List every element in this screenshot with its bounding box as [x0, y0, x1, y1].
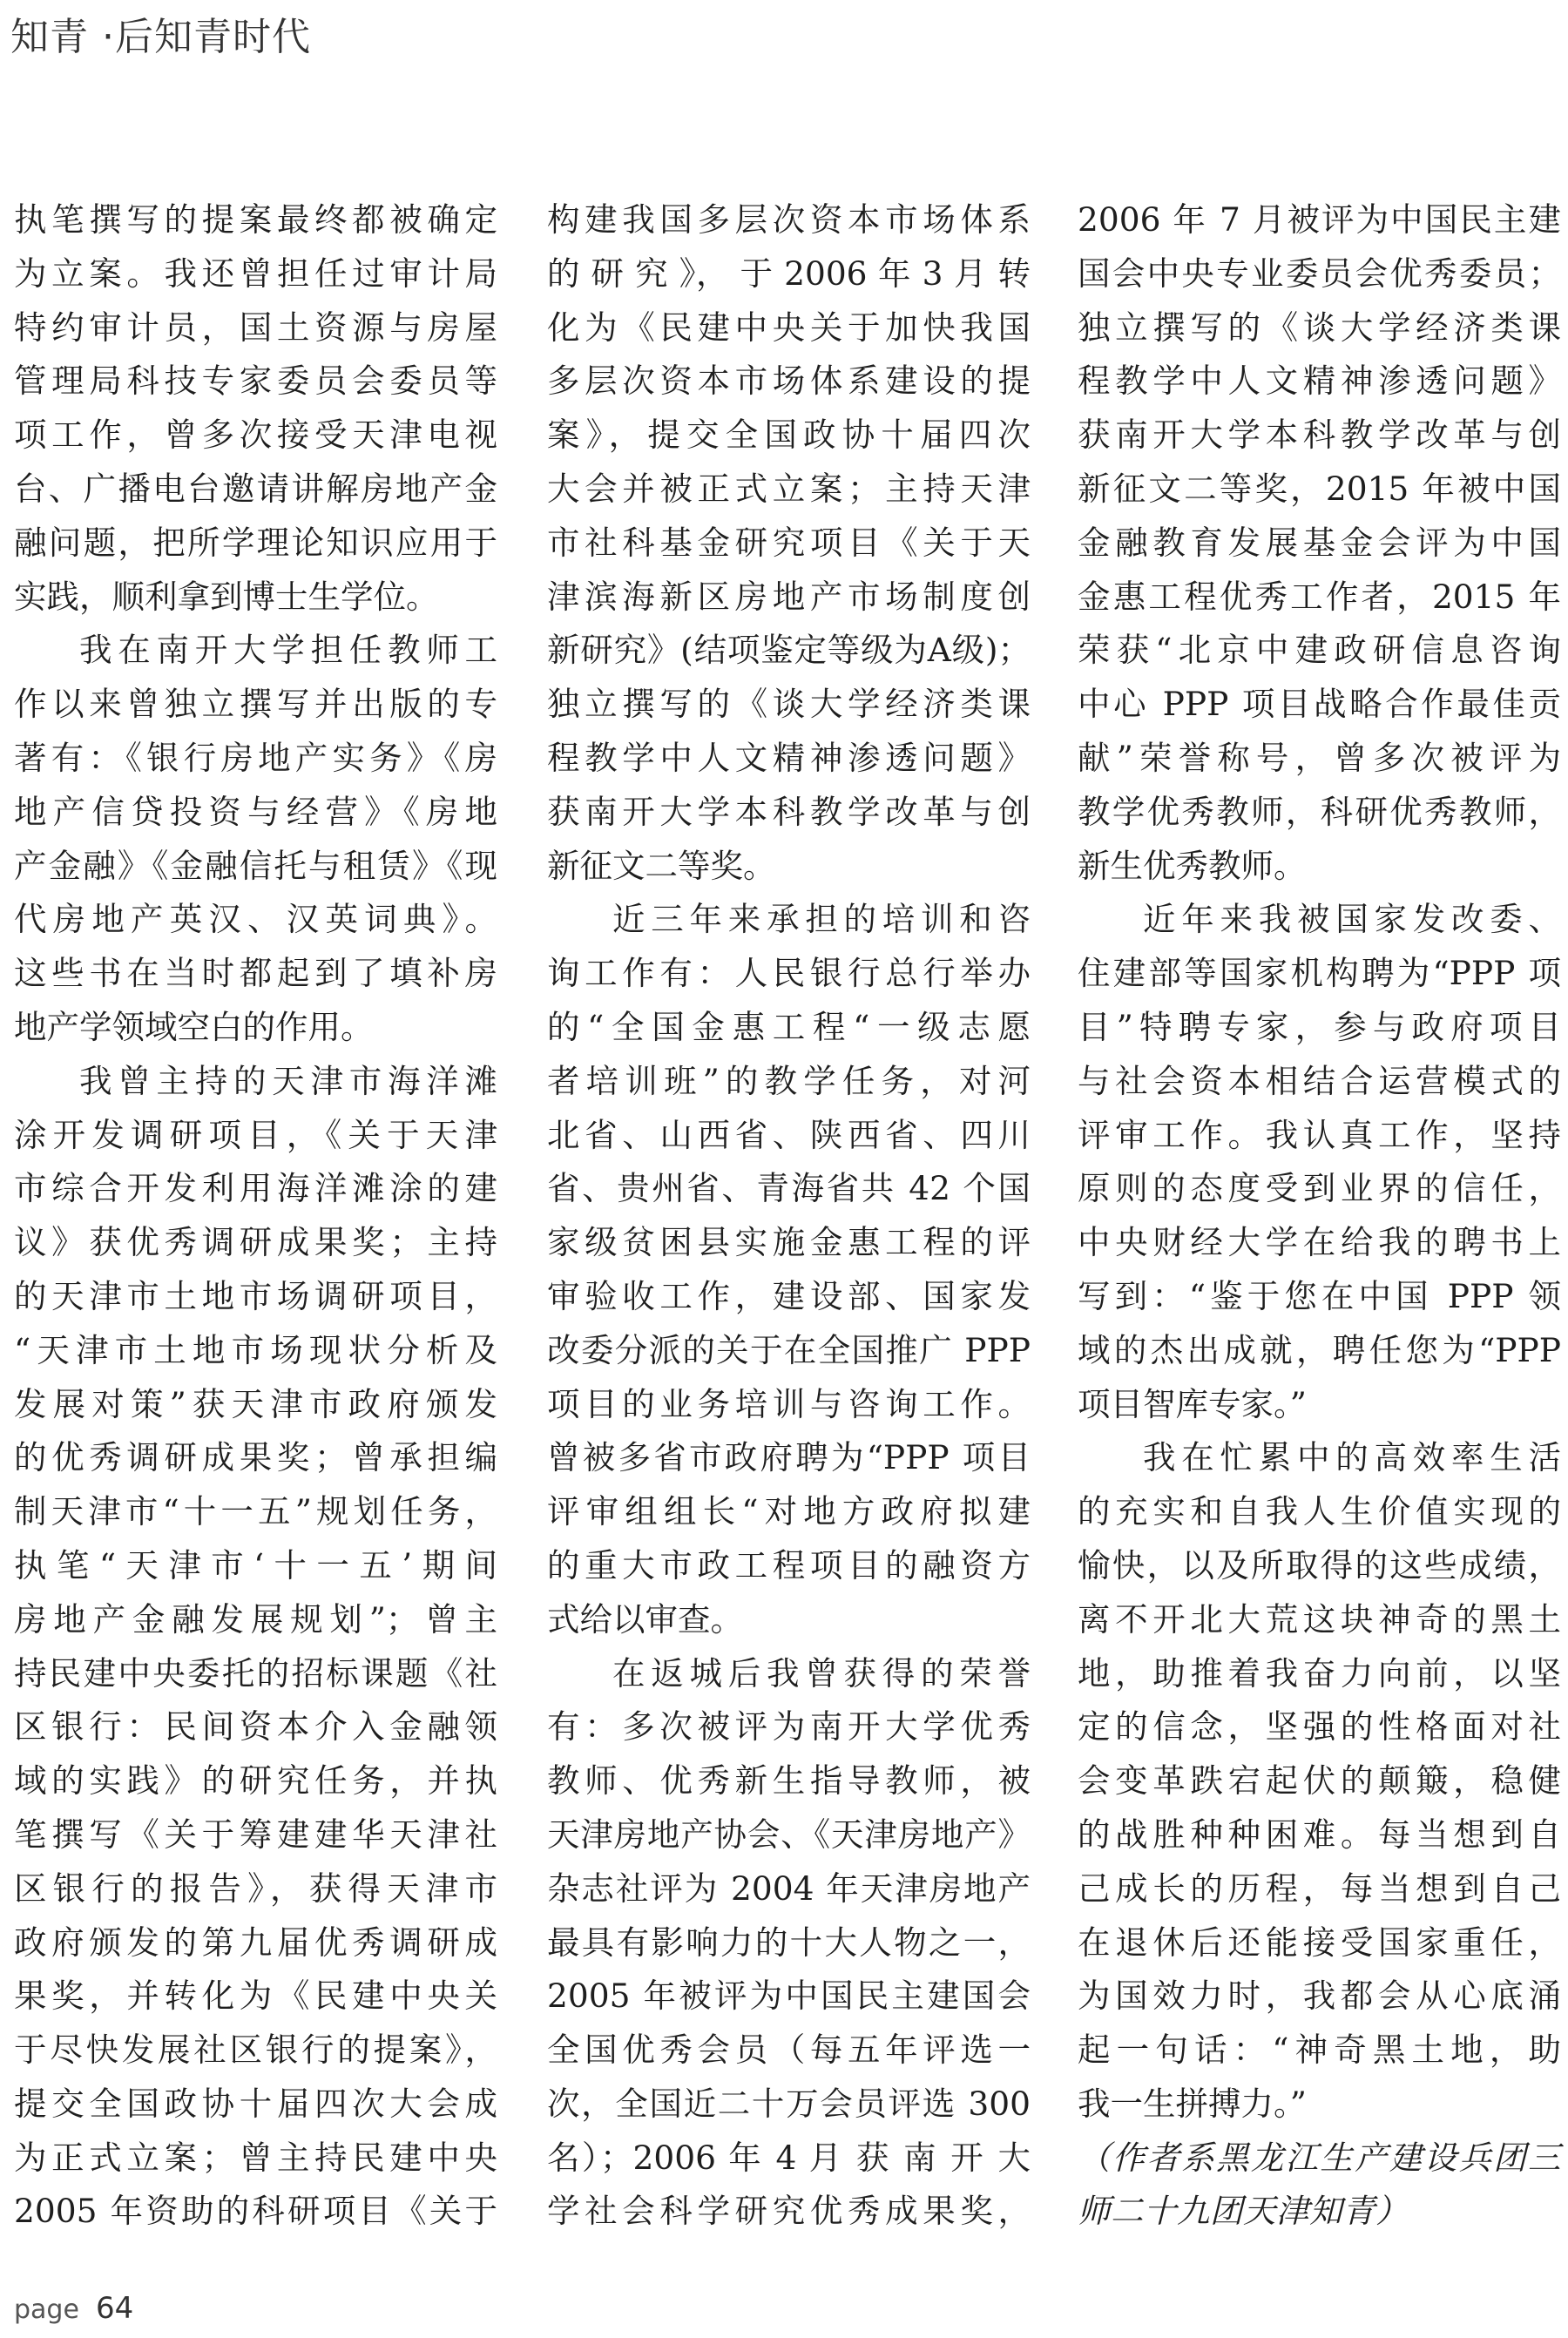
- text-line: 在退休后还能接受国家重任，: [1078, 1922, 1561, 1962]
- text-line: 金融教育发展基金会评为中国: [1078, 523, 1561, 562]
- text-line: 者培训班”的教学任务，对河: [547, 1061, 1031, 1100]
- text-line: 的 研 究 》， 于 2006 年 3 月 转: [547, 253, 1031, 293]
- text-column-1: [14, 193, 497, 2239]
- text-line: 程教学中人文精神渗透问题》: [547, 738, 1031, 777]
- text-line: 域的杰出成就，聘任您为“PPP: [1078, 1330, 1561, 1369]
- text-line: 全国优秀会员（每五年评选一: [547, 2031, 1031, 2070]
- text-line: 构建我国多层次资本市场体系: [547, 200, 1031, 239]
- text-line: 的充实和自我人生价值实现的: [1078, 1492, 1561, 1531]
- text-line: 荣获“北京中建政研信息咨询: [1078, 631, 1561, 670]
- text-line: 近三年来承担的培训和咨: [612, 900, 1031, 939]
- text-line: 为正式立案；曾主持民建中央: [14, 2138, 497, 2177]
- text-line: 中央财经大学在给我的聘书上: [1078, 1223, 1561, 1262]
- text-line: 获南开大学本科教学改革与创: [547, 792, 1031, 831]
- text-line: 学社会科学研究优秀成果奖，: [547, 2192, 1031, 2231]
- text-line: 2005 年被评为中国民主建国会: [547, 1976, 1031, 2016]
- text-line: 作以来曾独立撰写并出版的专: [14, 685, 497, 724]
- text-line: 住建部等国家机构聘为“PPP 项: [1078, 954, 1561, 993]
- text-line: 域的实践》的研究任务，并执: [14, 1761, 497, 1801]
- text-line: 实践，顺利拿到博士生学位。: [14, 577, 439, 616]
- text-line: 区银行：民间资本介入金融领: [14, 1707, 497, 1747]
- text-line: 执笔“天津市‘十一五’期间: [14, 1545, 497, 1585]
- text-line: 于尽快发展社区银行的提案》，: [14, 2031, 497, 2070]
- text-line: 次，全国近二十万会员评选 300: [547, 2084, 1031, 2123]
- text-line: 持民建中央委托的招标课题《社: [14, 1653, 497, 1693]
- text-line: 大会并被正式立案；主持天津: [547, 469, 1031, 508]
- text-line: 制天津市“十一五”规划任务，: [14, 1492, 497, 1531]
- text-line: 市社科基金研究项目《关于天: [547, 523, 1031, 562]
- text-line: 房地产金融发展规划”；曾主: [14, 1599, 497, 1639]
- text-line: 曾被多省市政府聘为“PPP 项目: [547, 1438, 1031, 1477]
- text-line: 多层次资本市场体系建设的提: [547, 362, 1031, 401]
- text-line: 审验收工作，建设部、国家发: [547, 1276, 1031, 1315]
- text-line: 新征文二等奖。: [547, 846, 776, 885]
- text-line: 特约审计员，国土资源与房屋: [14, 307, 497, 347]
- text-line: 询工作有：人民银行总行举办: [547, 954, 1031, 993]
- text-line: 项工作，曾多次接受天津电视: [14, 416, 497, 455]
- text-line: 新生优秀教师。: [1078, 846, 1307, 885]
- page-footer: [14, 2291, 133, 2326]
- text-line: 项目智库专家。”: [1078, 1384, 1307, 1423]
- text-line: 改委分派的关于在全国推广 PPP: [547, 1330, 1031, 1369]
- text-line: 会变革跌宕起伏的颠簸，稳健: [1078, 1761, 1561, 1801]
- text-column-2: [547, 193, 1031, 2239]
- text-line: 定的信念，坚强的性格面对社: [1078, 1707, 1561, 1747]
- text-line: 杂志社评为 2004 年天津房地产: [547, 1868, 1031, 1908]
- text-line: 献”荣誉称号，曾多次被评为: [1078, 738, 1561, 777]
- text-line: 津滨海新区房地产市场制度创: [547, 577, 1031, 616]
- page-number: 64: [96, 2291, 134, 2326]
- text-line: 执笔撰写的提案最终都被确定: [14, 200, 497, 239]
- text-line: 的战胜种种困难。每当想到自: [1078, 1814, 1561, 1854]
- text-line: 教师、优秀新生指导教师，被: [547, 1761, 1031, 1801]
- text-line: 独立撰写的《谈大学经济类课: [547, 685, 1031, 724]
- text-line: 代房地产英汉、汉英词典》。: [14, 900, 497, 939]
- text-line: 天津房地产协会、《天津房地产》: [547, 1814, 1031, 1854]
- text-line: 案》，提交全国政协十届四次: [547, 416, 1031, 455]
- text-line: 著有：《银行房地产实务》《房: [14, 738, 497, 777]
- text-line: 地产学领域空白的作用。: [14, 1007, 374, 1046]
- text-line: 我在忙累中的高效率生活: [1143, 1438, 1561, 1477]
- text-line: 名）；2006 年 4 月 获 南 开 大: [547, 2138, 1031, 2177]
- text-line: 的“全国金惠工程“一级志愿: [547, 1007, 1031, 1046]
- text-line: 中心 PPP 项目战略合作最佳贡: [1078, 685, 1561, 724]
- text-line: 在返城后我曾获得的荣誉: [612, 1653, 1031, 1693]
- text-line: 评审工作。我认真工作，坚持: [1078, 1115, 1561, 1154]
- text-line: 程教学中人文精神渗透问题》: [1078, 362, 1561, 401]
- text-line: 提交全国政协十届四次大会成: [14, 2084, 497, 2123]
- text-line: 北省、山西省、陕西省、四川: [547, 1115, 1031, 1154]
- text-column-3: [1078, 193, 1561, 2239]
- text-line: 市综合开发利用海洋滩涂的建: [14, 1169, 497, 1208]
- text-line: 起一句话：“神奇黑土地，助: [1078, 2031, 1561, 2070]
- text-line: 地产信贷投资与经营》《房地: [14, 792, 497, 831]
- text-line: 的重大市政工程项目的融资方: [547, 1545, 1031, 1585]
- text-line: 2005 年资助的科研项目《关于: [14, 2192, 497, 2231]
- text-line: 区银行的报告》，获得天津市: [14, 1868, 497, 1908]
- text-line: 为立案。我还曾担任过审计局: [14, 253, 497, 293]
- text-line: 离不开北大荒这块神奇的黑土: [1078, 1599, 1561, 1639]
- text-line: 师二十九团天津知青）: [1078, 2192, 1409, 2231]
- text-line: 融问题，把所学理论知识应用于: [14, 523, 497, 562]
- text-line: 家级贫困县实施金惠工程的评: [547, 1223, 1031, 1262]
- text-line: “天津市土地市场现状分析及: [14, 1330, 497, 1369]
- text-line: 台、广播电台邀请讲解房地产金: [14, 469, 497, 508]
- text-line: 原则的态度受到业界的信任，: [1078, 1169, 1561, 1208]
- text-line: 愉快，以及所取得的这些成绩，: [1078, 1545, 1561, 1585]
- text-line: 最具有影响力的十大人物之一，: [547, 1922, 1031, 1962]
- text-line: 涂开发调研项目，《关于天津: [14, 1115, 497, 1154]
- text-line: 发展对策”获天津市政府颁发: [14, 1384, 497, 1423]
- text-line: 2006 年 7 月被评为中国民主建: [1078, 200, 1561, 239]
- text-line: 国会中央专业委员会优秀委员；: [1078, 253, 1561, 293]
- text-line: 地，助推着我奋力向前，以坚: [1078, 1653, 1561, 1693]
- text-line: 议》获优秀调研成果奖；主持: [14, 1223, 497, 1262]
- page-label: page: [14, 2294, 79, 2325]
- text-line: 获南开大学本科教学改革与创: [1078, 416, 1561, 455]
- text-line: 为国效力时，我都会从心底涌: [1078, 1976, 1561, 2016]
- section-header: 知青 ·后知青时代: [10, 15, 311, 59]
- text-line: 写到：“鉴于您在中国 PPP 领: [1078, 1276, 1561, 1315]
- text-line: （作者系黑龙江生产建设兵团三: [1078, 2138, 1561, 2177]
- text-line: 我曾主持的天津市海洋滩: [79, 1061, 497, 1100]
- text-line: 与社会资本相结合运营模式的: [1078, 1061, 1561, 1100]
- text-line: 独立撰写的《谈大学经济类课: [1078, 307, 1561, 347]
- text-line: 果奖，并转化为《民建中央关: [14, 1976, 497, 2016]
- text-line: 新研究》(结项鉴定等级为A级)；: [547, 631, 1031, 670]
- text-line: 近年来我被国家发改委、: [1143, 900, 1561, 939]
- text-line: 省、贵州省、青海省共 42 个国: [547, 1169, 1031, 1208]
- text-line: 目”特聘专家，参与政府项目: [1078, 1007, 1561, 1046]
- text-line: 的天津市土地市场调研项目，: [14, 1276, 497, 1315]
- text-line: 这些书在当时都起到了填补房: [14, 954, 497, 993]
- text-line: 有：多次被评为南开大学优秀: [547, 1707, 1031, 1747]
- text-line: 金惠工程优秀工作者，2015 年: [1078, 577, 1561, 616]
- text-line: 己成长的历程，每当想到自己: [1078, 1868, 1561, 1908]
- text-line: 新征文二等奖，2015 年被中国: [1078, 469, 1561, 508]
- text-line: 我在南开大学担任教师工: [79, 631, 497, 670]
- text-line: 产金融》《金融信托与租赁》《现: [14, 846, 497, 885]
- text-line: 评审组组长“对地方政府拟建: [547, 1492, 1031, 1531]
- text-line: 教学优秀教师，科研优秀教师，: [1078, 792, 1561, 831]
- text-line: 的优秀调研成果奖；曾承担编: [14, 1438, 497, 1477]
- text-line: 我一生拼搏力。”: [1078, 2084, 1307, 2123]
- text-line: 项目的业务培训与咨询工作。: [547, 1384, 1031, 1423]
- text-line: 政府颁发的第九届优秀调研成: [14, 1922, 497, 1962]
- text-line: 化为《民建中央关于加快我国: [547, 307, 1031, 347]
- text-line: 笔撰写《关于筹建建华天津社: [14, 1814, 497, 1854]
- text-line: 管理局科技专家委员会委员等: [14, 362, 497, 401]
- text-line: 式给以审查。: [547, 1599, 743, 1639]
